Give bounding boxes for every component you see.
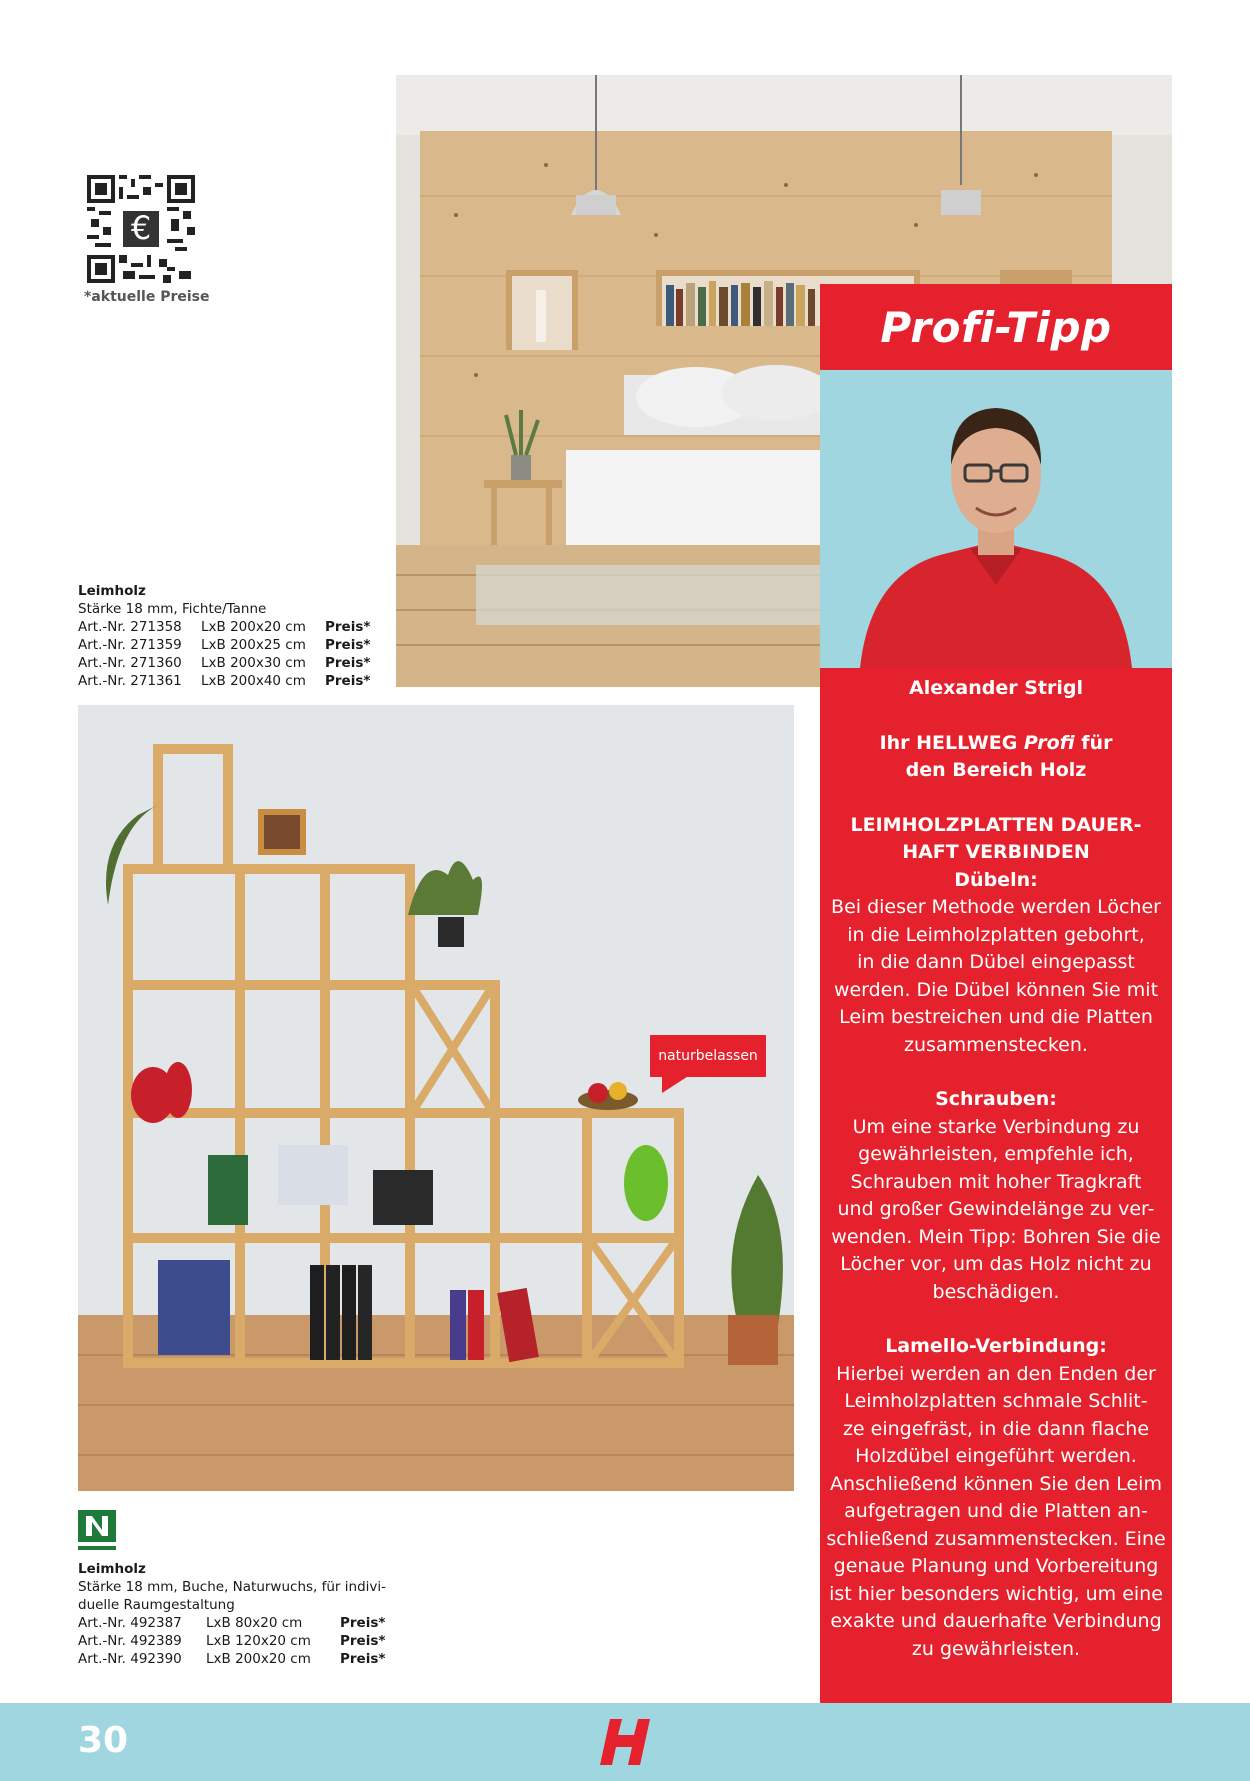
product-row [78,636,398,654]
expert-name: Alexander Strigl [909,677,1083,699]
section-line: in die Leimholzplatten gebohrt, [847,923,1145,946]
dimensions: LxB 200x20 cm [201,619,306,635]
qr-code[interactable] [87,175,195,283]
section-line: schließend zusammenstecken. Eine [826,1527,1166,1550]
product-subtitle: Stärke 18 mm, Buche, Naturwuchs, für indivi- [78,1579,387,1595]
page-number: 30 [78,1720,129,1761]
section-line: Löcher vor, um das Holz nicht zu [840,1253,1152,1275]
price: Preis* [325,637,371,653]
article-number: Art.-Nr. 271359 [78,637,182,653]
section-line: Anschließend können Sie den Leim [830,1472,1162,1495]
euro-icon: € [130,209,152,247]
product-info-buche [78,1560,408,1668]
product-title: Leimholz [78,1561,146,1577]
section-title: Lamello-Verbindung: [885,1335,1107,1357]
product-row [78,672,398,690]
dimensions: LxB 200x30 cm [201,655,306,671]
qr-caption: *aktuelle Preise [84,289,210,305]
section-line: ist hier besonders wichtig, um eine [829,1582,1163,1605]
article-number: Art.-Nr. 271361 [78,673,182,689]
role-text: Ihr HELLWEG [879,731,1024,754]
dimensions: LxB 200x20 cm [206,1651,311,1667]
section-line: genaue Planung und Vorbereitung [833,1555,1159,1577]
price: Preis* [325,673,371,689]
product-info-fichte [78,582,398,690]
dimensions: LxB 200x25 cm [201,637,306,653]
tip-topic: LEIMHOLZPLATTEN DAUER- [850,813,1142,836]
article-number: Art.-Nr. 492387 [78,1615,182,1631]
dimensions: LxB 200x40 cm [201,673,306,689]
product-row [78,1632,408,1650]
product-subtitle-cont: duelle Raumgestaltung [78,1597,235,1613]
product-row [78,618,398,636]
article-number: Art.-Nr. 492389 [78,1633,182,1649]
section-line: Um eine starke Verbindung zu [852,1115,1140,1138]
section-line: Schrauben mit hoher Tragkraft [850,1170,1142,1193]
shelf-photo [78,705,794,1491]
brand-logo [78,1510,116,1554]
product-title: Leimholz [78,583,146,599]
product-row [78,654,398,672]
section-line: Hierbei werden an den Enden der [836,1362,1156,1385]
dimensions: LxB 80x20 cm [206,1615,303,1631]
section-line: aufgetragen und die Platten an- [844,1500,1148,1522]
product-subtitle: Stärke 18 mm, Fichte/Tanne [78,601,267,617]
section-line: in die dann Dübel eingepasst [857,951,1135,973]
expert-role-cont: den Bereich Holz [905,759,1087,781]
section-line: ze eingefräst, in die dann flache [842,1417,1150,1440]
hellweg-logo-icon [596,1717,658,1767]
section-line: zu gewährleisten. [911,1637,1081,1660]
section-line: Bei dieser Methode werden Löcher [831,896,1161,918]
natural-tag: naturbelassen [650,1035,766,1077]
price: Preis* [325,655,371,671]
price: Preis* [340,1615,386,1631]
profi-tipp-text [820,675,1172,1663]
section-line: wenden. Mein Tipp: Bohren Sie die [831,1225,1161,1248]
section-line: exakte und dauerhafte Verbindung [830,1610,1162,1632]
tag-pointer [662,1075,690,1093]
price: Preis* [340,1633,386,1649]
product-row [78,1614,408,1632]
section-title: Dübeln: [954,868,1038,891]
price: Preis* [325,619,371,635]
section-line: zusammenstecken. [904,1033,1088,1056]
expert-role [820,730,1172,758]
section-line: und großer Gewindelänge zu ver- [837,1198,1155,1220]
dimensions: LxB 120x20 cm [206,1633,311,1649]
price: Preis* [340,1651,386,1667]
article-number: Art.-Nr. 492390 [78,1651,182,1667]
section-line: gewährleisten, empfehle ich, [858,1143,1134,1165]
section-title: Schrauben: [935,1088,1057,1110]
section-line: werden. Die Dübel können Sie mit [833,978,1159,1001]
role-text: für [1074,731,1113,754]
profi-tipp-heading: Profi-Tipp [880,302,1112,352]
article-number: Art.-Nr. 271360 [78,655,182,671]
section-line: Leimholzplatten schmale Schlit- [844,1390,1148,1412]
product-row [78,1650,408,1668]
article-number: Art.-Nr. 271358 [78,619,182,635]
section-line: beschädigen. [932,1280,1060,1303]
tip-topic-cont: HAFT VERBINDEN [902,841,1090,863]
section-line: Leim bestreichen und die Platten [839,1006,1153,1028]
expert-portrait [820,370,1172,668]
section-line: Holzdübel eingeführt werden. [855,1445,1137,1467]
role-brand: Profi [1023,731,1075,754]
